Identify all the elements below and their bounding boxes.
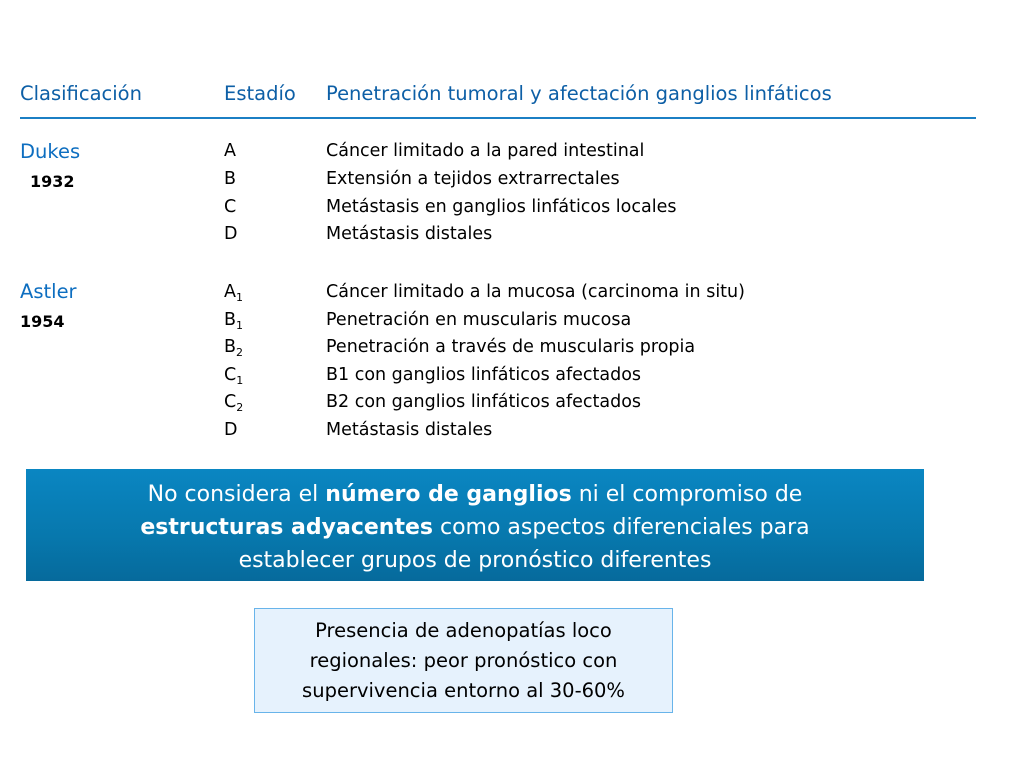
note-line-3: establecer grupos de pronóstico diferentes [238, 548, 712, 573]
note-bold-ganglios: número de ganglios [325, 482, 572, 507]
header-divider [20, 117, 976, 119]
stage-description: Metástasis en ganglios linfáticos locales [326, 197, 677, 217]
stage-description: B1 con ganglios linfáticos afectados [326, 365, 642, 385]
stage-description: Metástasis distales [326, 224, 493, 244]
stage-label: $A_1$ [224, 282, 243, 304]
header-estadio: Estadío [224, 82, 296, 105]
stage-description: Penetración en muscularis mucosa [326, 310, 632, 330]
note-line-1: No considera el número de ganglios ni el compromiso de [147, 482, 803, 507]
stage-description: B2 con ganglios linfáticos afectados [326, 392, 642, 412]
info-box [254, 608, 673, 713]
note-line-2: estructuras adyacentes como aspectos diferenciales para [140, 515, 810, 540]
header-clasificacion: Clasificación [20, 82, 142, 105]
astler-year: 1954 [20, 312, 65, 331]
stage-label: $C_1$ [224, 365, 244, 387]
stage-description: Cáncer limitado a la pared intestinal [326, 141, 645, 161]
stage-description: Cáncer limitado a la mucosa (carcinoma in situ) [326, 282, 745, 302]
stage-label: $B_2$ [224, 337, 244, 359]
dukes-name: Dukes [20, 140, 81, 163]
stage-label: $B_1$ [224, 310, 244, 332]
stage-label: D [224, 224, 238, 244]
info-line-3: supervivencia entorno al 30-60% [302, 679, 625, 702]
note-bold-estructuras: estructuras adyacentes [140, 515, 433, 540]
stage-description: Penetración a través de muscularis propia [326, 337, 696, 357]
stage-label: B [224, 169, 237, 189]
header-penetracion: Penetración tumoral y afectación ganglios linfáticos [326, 82, 832, 105]
info-line-2: regionales: peor pronóstico con [309, 649, 618, 672]
stage-description: Extensión a tejidos extrarrectales [326, 169, 620, 189]
astler-name: Astler [20, 280, 77, 303]
stage-label: D [224, 420, 238, 440]
note-box [26, 469, 924, 581]
dukes-year: 1932 [30, 172, 75, 191]
stage-label: $C_2$ [224, 392, 244, 414]
stage-label: A [224, 141, 236, 161]
stage-label: C [224, 197, 237, 217]
info-line-1: Presencia de adenopatías loco [315, 619, 612, 642]
stage-description: Metástasis distales [326, 420, 493, 440]
